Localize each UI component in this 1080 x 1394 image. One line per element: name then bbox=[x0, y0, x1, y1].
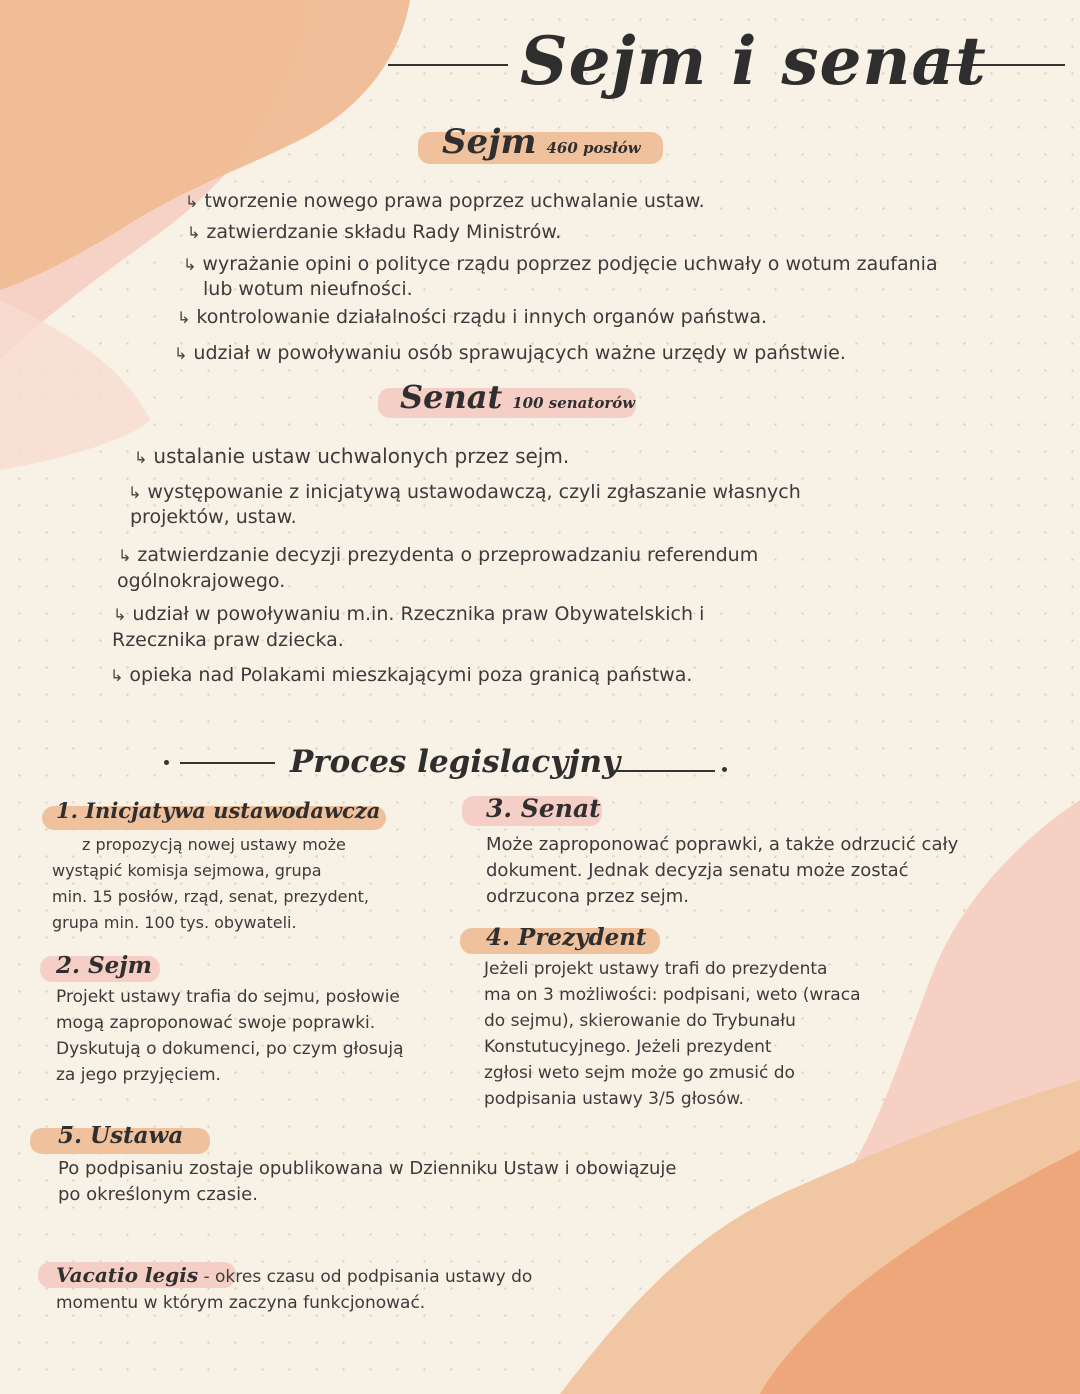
proces-heading: Proces legislacyjny bbox=[290, 744, 621, 780]
sejm-heading bbox=[442, 122, 641, 162]
senat-item-4-cont: Rzecznika praw dziecka. bbox=[112, 629, 344, 651]
sejm-item-3-cont: lub wotum nieufności. bbox=[203, 278, 413, 300]
sejm-subheading: 460 posłów bbox=[546, 139, 641, 157]
senat-item-5: ↳ opieka nad Polakami mieszkającymi poza granicą państwa. bbox=[110, 664, 693, 686]
sejm-item-5: ↳ udział w powoływaniu osób sprawujących ważne urzędy w państwie. bbox=[174, 342, 846, 364]
step-5-text: Po podpisaniu zostaje opublikowana w Dzienniku Ustaw i obowiązuje po określonym czasie. bbox=[58, 1158, 677, 1205]
senat-heading bbox=[400, 378, 635, 416]
arrow-icon: ↳ bbox=[134, 448, 148, 467]
top-left-orange-blob bbox=[0, 0, 410, 290]
senat-heading-text: Senat bbox=[400, 378, 503, 416]
senat-item-2: ↳ występowanie z inicjatywą ustawodawczą, czyli zgłaszanie własnych bbox=[128, 481, 801, 503]
arrow-icon: ↳ bbox=[128, 483, 142, 502]
decor-dot-right bbox=[722, 767, 727, 772]
senat-subheading: 100 senatorów bbox=[512, 394, 636, 412]
arrow-icon: ↳ bbox=[183, 255, 197, 274]
senat-item-1: ↳ ustalanie ustaw uchwalonych przez sejm. bbox=[134, 444, 570, 468]
arrow-icon: ↳ bbox=[110, 666, 124, 685]
sejm-item-4: ↳ kontrolowanie działalności rządu i innych organów państwa. bbox=[177, 306, 767, 328]
step-3-title: 3. Senat bbox=[486, 794, 601, 823]
step-5-title: 5. Ustawa bbox=[58, 1122, 184, 1149]
arrow-icon: ↳ bbox=[177, 308, 191, 327]
title-line-left bbox=[388, 64, 508, 66]
sejm-item-1: ↳ tworzenie nowego prawa poprzez uchwalanie ustaw. bbox=[185, 190, 705, 212]
senat-item-2-cont: projektów, ustaw. bbox=[130, 506, 297, 528]
proces-line-right bbox=[610, 770, 715, 772]
sejm-heading-text: Sejm bbox=[442, 122, 537, 162]
arrow-icon: ↳ bbox=[118, 546, 132, 565]
step-4-text: Jeżeli projekt ustawy trafi do prezydenta ma on 3 możliwości: podpisani, weto (wraca do sejmu), skierowanie do Trybunału Konstutucyjnego. Jeżeli prezydent zgłosi weto sejm może go zmusić do podpisania ustawy 3/5 głosów. bbox=[484, 959, 861, 1109]
proces-line-left bbox=[180, 762, 275, 764]
sejm-item-2: ↳ zatwierdzanie składu Rady Ministrów. bbox=[187, 221, 562, 243]
arrow-icon: ↳ bbox=[185, 192, 199, 211]
top-left-light-blob bbox=[0, 300, 150, 470]
sejm-item-3: ↳ wyrażanie opini o polityce rządu poprzez podjęcie uchwały o wotum zaufania bbox=[183, 253, 938, 275]
step-1-title: 1. Inicjatywa ustawodawcza bbox=[56, 798, 381, 823]
arrow-icon: ↳ bbox=[187, 223, 201, 242]
step-1-text: z propozycją nowej ustawy może wystąpić komisja sejmowa, grupa min. 15 posłów, rząd, senat, prezydent, grupa min. 100 tys. obywateli. bbox=[52, 835, 369, 932]
senat-item-3: ↳ zatwierdzanie decyzji prezydenta o przeprowadzaniu referendum bbox=[118, 544, 759, 566]
vacatio-term: Vacatio legis bbox=[56, 1263, 199, 1287]
step-2-text: Projekt ustawy trafia do sejmu, posłowie mogą zaproponować swoje poprawki. Dyskutują o dokumenci, po czym głosują za jego przyjęciem. bbox=[56, 987, 404, 1085]
step-3-text: Może zaproponować poprawki, a także odrzucić cały dokument. Jednak decyzja senatu może zostać odrzucona przez sejm. bbox=[486, 834, 959, 907]
senat-item-3-cont: ogólnokrajowego. bbox=[117, 570, 286, 592]
step-2-title: 2. Sejm bbox=[56, 952, 152, 979]
vacatio-definition: Vacatio legis - okres czasu od podpisania ustawy do momentu w którym zaczyna funkcjonować. bbox=[56, 1263, 533, 1313]
senat-item-4: ↳ udział w powoływaniu m.in. Rzecznika praw Obywatelskich i bbox=[113, 603, 705, 625]
arrow-icon: ↳ bbox=[174, 344, 188, 363]
decor-dot-left bbox=[164, 760, 169, 765]
arrow-icon: ↳ bbox=[113, 605, 127, 624]
step-4-title: 4. Prezydent bbox=[486, 924, 647, 951]
page-title: Sejm i senat bbox=[520, 22, 987, 100]
